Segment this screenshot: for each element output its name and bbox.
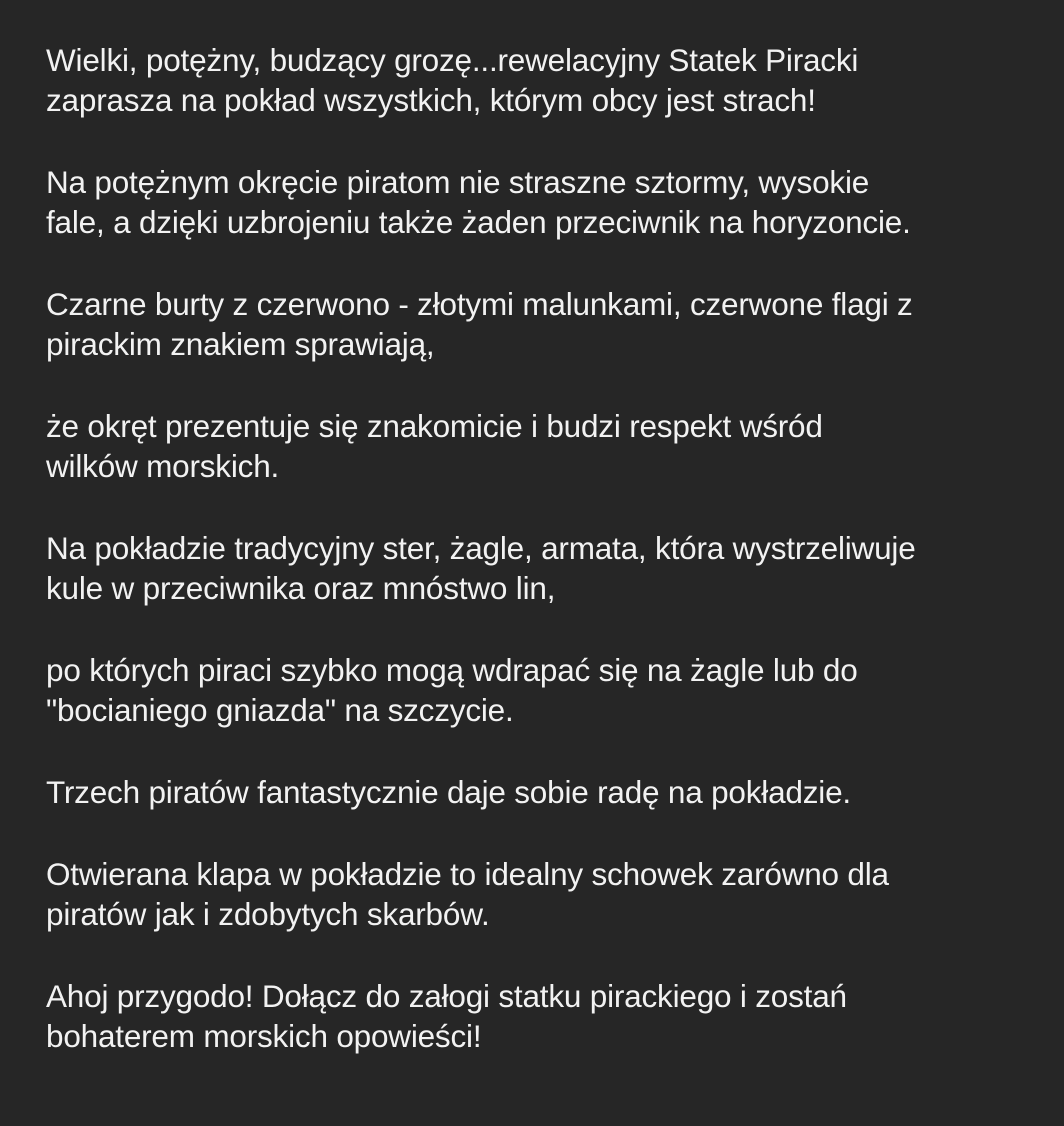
text-line: Otwierana klapa w pokładzie to idealny schowek zarówno dla <box>46 856 889 892</box>
text-line: zaprasza na pokład wszystkich, którym obcy jest strach! <box>46 82 816 118</box>
paragraph-ropes <box>46 650 1064 730</box>
text-line: pirackim znakiem sprawiają, <box>46 326 435 362</box>
paragraph-hull <box>46 284 1064 364</box>
text-line: kule w przeciwnika oraz mnóstwo lin, <box>46 570 556 606</box>
text-line: Ahoj przygodo! Dołącz do załogi statku pirackiego i zostań <box>46 978 847 1014</box>
paragraph-respect <box>46 406 1064 486</box>
paragraph-storms <box>46 162 1064 242</box>
text-line: Na potężnym okręcie piratom nie straszne sztormy, wysokie <box>46 164 870 200</box>
text-line: wilków morskich. <box>46 448 280 484</box>
text-line: po których piraci szybko mogą wdrapać się na żagle lub do <box>46 652 858 688</box>
text-line: Trzech piratów fantastycznie daje sobie radę na pokładzie. <box>46 774 851 810</box>
text-line: "bocianiego gniazda" na szczycie. <box>46 692 514 728</box>
text-line: fale, a dzięki uzbrojeniu także żaden przeciwnik na horyzoncie. <box>46 204 911 240</box>
text-line: Wielki, potężny, budzący grozę...rewelacyjny Statek Piracki <box>46 42 859 78</box>
paragraph-hatch <box>46 854 1064 934</box>
text-line: bohaterem morskich opowieści! <box>46 1018 482 1054</box>
text-line: Na pokładzie tradycyjny ster, żagle, armata, która wystrzeliwuje <box>46 530 916 566</box>
paragraph-deck <box>46 528 1064 608</box>
text-line: że okręt prezentuje się znakomicie i budzi respekt wśród <box>46 408 823 444</box>
paragraph-pirates <box>46 772 1064 812</box>
text-line: Czarne burty z czerwono - złotymi malunkami, czerwone flagi z <box>46 286 913 322</box>
text-line: piratów jak i zdobytych skarbów. <box>46 896 490 932</box>
paragraph-intro <box>46 40 1064 120</box>
paragraph-closing <box>46 976 1064 1056</box>
